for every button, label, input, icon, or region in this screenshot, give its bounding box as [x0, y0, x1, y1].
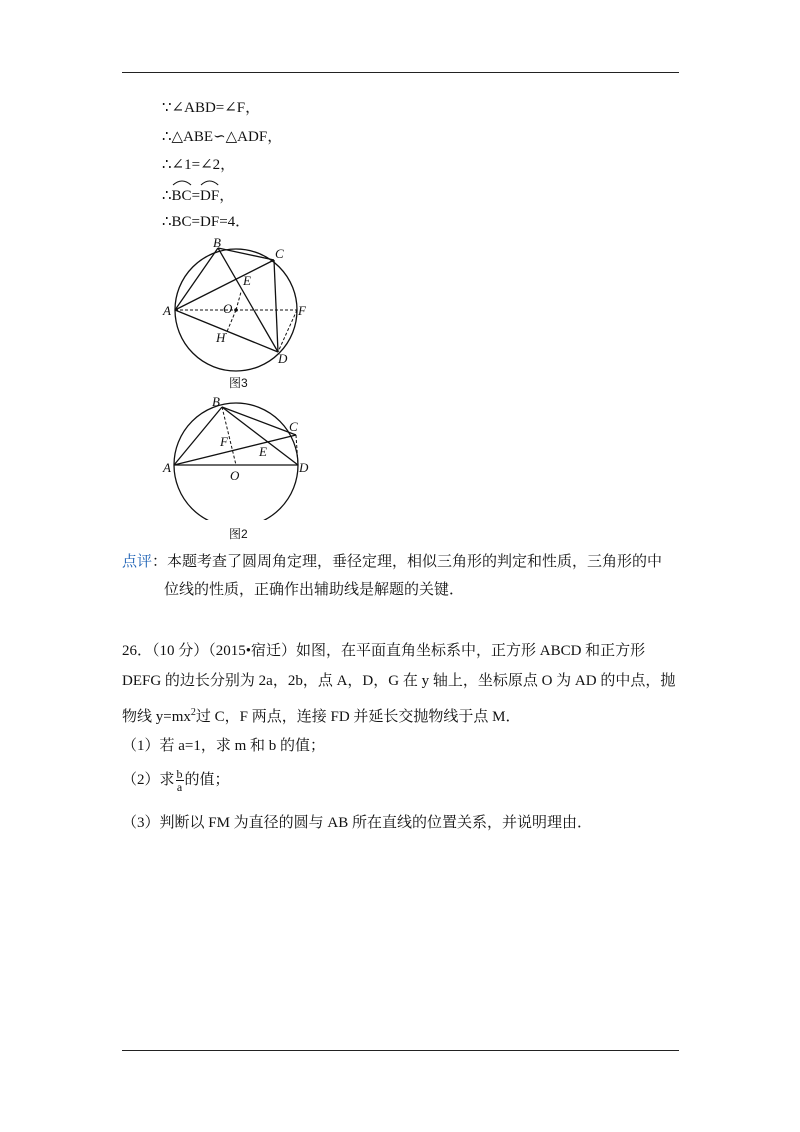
- footer-rule: [122, 1050, 679, 1051]
- question-2: [122, 768, 682, 793]
- arc-df-label: DF: [200, 188, 220, 204]
- figure-2-caption: 图2: [229, 527, 248, 541]
- label-o: O: [230, 468, 240, 483]
- problem-line-1: 26．（10 分）（2015•宿迁）如图，在平面直角坐标系中，正方形 ABCD 和正方形: [122, 643, 646, 659]
- proof-line-1: ∵∠ABD=∠F，: [162, 100, 261, 116]
- label-e: E: [243, 273, 251, 288]
- therefore-symbol: ∴: [162, 188, 172, 204]
- exponent: 2: [190, 707, 196, 718]
- label-o: O: [223, 301, 233, 316]
- equals-sign: =: [191, 188, 201, 204]
- center-o-dot: [234, 308, 238, 312]
- label-c: C: [289, 419, 298, 434]
- seg-fd-dashed: [278, 310, 297, 352]
- proof-line-5: ∴BC=DF=4．: [162, 214, 251, 230]
- seg-ab: [175, 248, 218, 310]
- fraction-numerator: b: [176, 767, 183, 781]
- proof-line-4: [162, 183, 234, 206]
- label-b: B: [212, 394, 220, 409]
- question-2-prefix: （2）求: [122, 771, 175, 788]
- label-f: F: [220, 434, 228, 449]
- comment-line-2: 位线的性质，正确作出辅助线是解题的关键．: [164, 582, 465, 598]
- header-rule: [122, 72, 679, 73]
- question-1: （1）若 a=1，求 m 和 b 的值；: [122, 738, 326, 754]
- label-c: C: [275, 246, 284, 261]
- comment-line-1: 本题考查了圆周角定理，垂径定理，相似三角形的判定和性质，三角形的中: [167, 554, 663, 570]
- arc-bc-label: BC: [171, 188, 192, 204]
- arc-df: [200, 183, 219, 206]
- label-d: D: [278, 351, 288, 366]
- figure-2: [160, 394, 315, 520]
- arc-bc: [172, 183, 192, 206]
- label-a: A: [163, 460, 171, 475]
- comment-colon: ：: [152, 554, 168, 570]
- figure-3-diagram: [160, 238, 310, 372]
- problem-line-3: [122, 703, 682, 727]
- fraction-b-over-a: [176, 768, 184, 793]
- label-h: H: [216, 330, 226, 345]
- label-f: F: [298, 303, 306, 318]
- label-b: B: [213, 238, 221, 250]
- question-2-suffix: 的值；: [184, 771, 230, 788]
- figure-3: [160, 238, 310, 372]
- proof-line-2: ∴△ABE∽△ADF，: [162, 129, 283, 145]
- problem-line-3-rest: 过 C，F 两点，连接 FD 并延长交抛物线于点 M．: [195, 709, 521, 725]
- label-a: A: [163, 303, 171, 318]
- seg-bc: [222, 407, 296, 435]
- seg-cd: [274, 260, 278, 352]
- problem-line-2: DEFG 的边长分别为 2a，2b，点 A，D，G 在 y 轴上，坐标原点 O 为 AD 的中点，抛: [122, 673, 676, 689]
- comma: ，: [219, 188, 235, 204]
- seg-bd: [218, 248, 278, 352]
- circle-fig2: [174, 403, 298, 520]
- parabola-text: 物线 y=mx: [122, 709, 191, 725]
- label-d: D: [299, 460, 309, 475]
- proof-line-3: ∴∠1=∠2，: [162, 157, 236, 173]
- fraction-denominator: a: [176, 780, 183, 794]
- figure-2-diagram: [160, 394, 315, 520]
- label-e: E: [259, 444, 267, 459]
- seg-oe-dashed: [236, 292, 241, 310]
- comment-tag: 点评: [122, 554, 153, 570]
- question-3: （3）判断以 FM 为直径的圆与 AB 所在直线的位置关系，并说明理由．: [122, 815, 593, 831]
- figure-3-caption: 图3: [229, 376, 248, 390]
- seg-ad: [175, 310, 278, 352]
- comment-block: [122, 548, 682, 604]
